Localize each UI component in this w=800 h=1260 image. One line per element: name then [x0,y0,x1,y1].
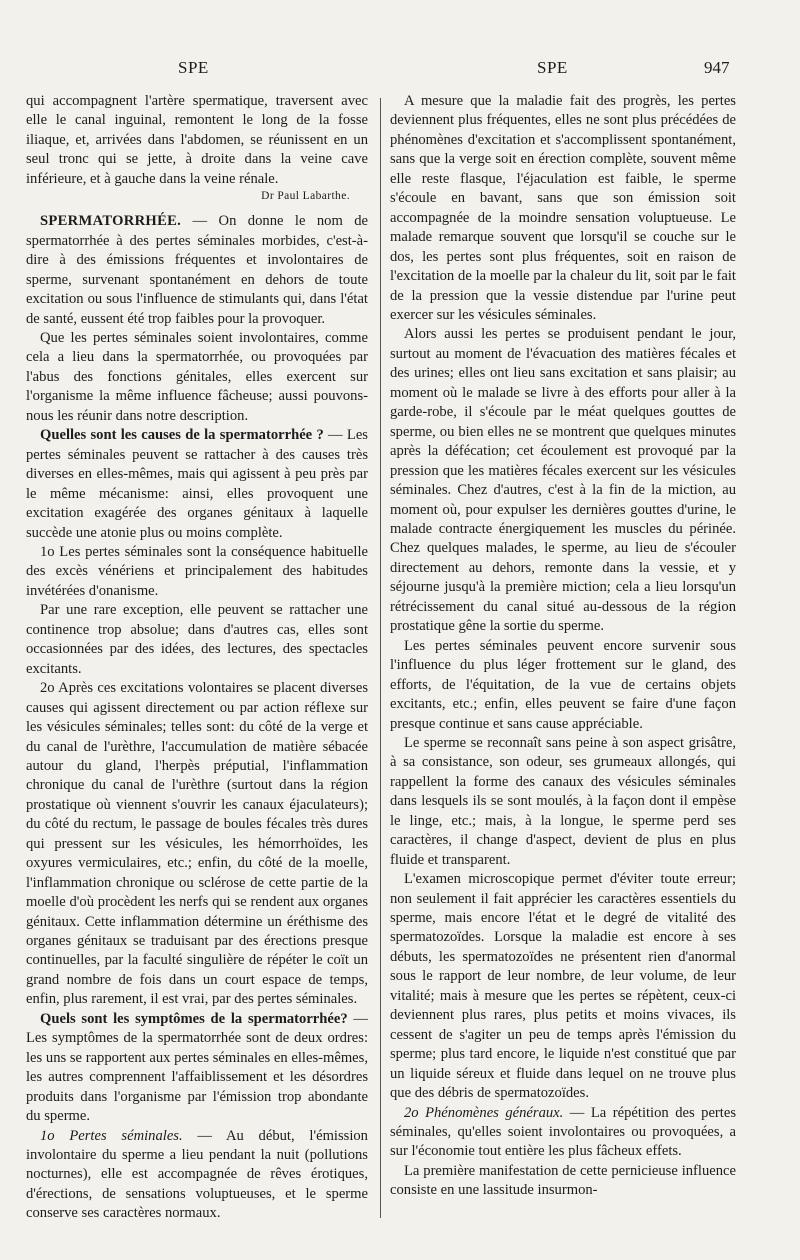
entry-paragraph [26,212,368,329]
subsection-text: — La répétition des pertes séminales, qu'elles soient involontaires ou provoquées, a sur l'économie tout entière les plus fâcheux effets. [390,1104,736,1160]
question-heading: Quels sont les symptômes de la spermatorrhée? [40,1010,348,1027]
paragraph: Les pertes séminales peuvent encore survenir sous l'influence du plus léger frottement sur le gland, des efforts, de l'équitation, de la vue de certains objets excitants, etc.; enfin, elles peuvent se faire d'une façon presque continue et sans cause appréciable. [390,637,736,732]
paragraph: Alors aussi les pertes se produisent pendant le jour, surtout au moment de l'évacuation des matières fécales et des urines; elles ont lieu sans excitation et sans plaisir; au moment où le malade se livre à des efforts pour aller à la garde-robe, il s'écoule par le méat quelques gouttes de sperme, ou bien elles ne se montrent que quelques minutes après la défécation; cet écoulement est provoqué par la pression que les matières fécales exercent sur les vésicules séminales. Chez d'autres, c'est à la fin de la miction, au moment où, pour expulser les dernières gouttes d'urine, le malade contracte énergiquement les muscles du périnée. Chez quelques malades, le sperme, au lieu de s'écouler directement au dehors, remonte dans la vessie, et y séjourne jusqu'à la première miction; cela a lieu lorsqu'un rétrécissement du canal situé au-dessous de la région prostatique gêne la sortie du sperme. [390,326,736,635]
column-divider [380,98,381,1218]
question-text: — Les symptômes de la spermatorrhée sont de deux ordres: les uns se rapportent aux pertes séminales en elles-mêmes, les autres comprennent l'affaiblissement et les désordres produits dans l'organisme par l'émission trop abondante du sperme. [26,1010,368,1125]
question-heading: Quelles sont les causes de la spermatorrhée ? [40,427,324,444]
paragraph: A mesure que la maladie fait des progrès, les pertes deviennent plus fréquentes, elles ne sont plus précédées de phénomènes d'excitation et s'accomplissent spontanément, sans que la verge soit en érection complète, souvent même elle reste flasque, l'éjaculation est faible, le sperme s'écoule en bavant, sans que son émission soit accompagnée de la moindre sensation voluptueuse. Le malade remarque souvent que lorsqu'il se couche sur le dos, les pertes sont plus fréquentes, soit en raison de l'excitation de la moelle par la chaleur du lit, soit par le fait de la pression que la vessie distendue par l'urine peut exercer sur les vésicules séminales. [390,93,736,323]
header-right-term: SPE [537,58,568,77]
paragraph: L'examen microscopique permet d'éviter toute erreur; non seulement il fait apprécier les caractères essentiels du sperme, mais encore l'état et le degré de vitalité des spermatozoïdes. Lorsque la maladie est encore à ses débuts, les spermatozoïdes ne présentent rien d'anormal sous le rapport de leur nombre, de leur volume, de leur vitalité; mais à mesure que les pertes se répètent, ceux-ci deviennent plus rares, plus petits et moins vivaces, ils cessent de s'agiter un peu de temps après l'émission du sperme; plus tard encore, le liquide n'est constitué que par un liquide séreux et fluide dans lequel on ne trouve plus que des débris de spermatozoïdes. [390,871,736,1102]
paragraph: 1o Les pertes séminales sont la conséquence habituelle des excès vénériens et principalement des habitudes invétérées d'onanisme. [26,543,368,599]
header-left-term: SPE [178,58,209,77]
question-paragraph [26,426,368,543]
paragraph: Le sperme se reconnaît sans peine à son aspect grisâtre, à sa consistance, son odeur, ses grumeaux allongés, qui rappellent la forme des canaux des vésicules séminales dans lesquels ils se sont moulés, à la façon dont il empèse le linge, etc.; mais, à la longue, le sperme perd ses caractères, il change d'aspect, devient de plus en plus fluide et transparent. [390,734,736,868]
subsection-label: 2o Phénomènes généraux. [404,1104,564,1121]
entry-term: SPERMATORRHÉE. [40,213,182,230]
paragraph: Par une rare exception, elle peuvent se rattacher une continence trop absolue; dans d'autres cas, elles sont occasionnées par des idées, des lectures, des spectacles excitants. [26,602,368,677]
question-text: — Les pertes séminales peuvent se rattacher à des causes très diverses en elles-mêmes, mais qui agissent à peu près par le même mécanisme: ainsi, elles provoquent une excitation exagérée des organes génitaux à laquelle succède une atonie plus ou moins complète. [26,427,368,541]
paragraph: 2o Après ces excitations volontaires se placent diverses causes qui agissent directement ou par action réflexe sur les vésicules séminales; telles sont: du côté de la verge et du canal de l'urèthre, l'accumulation de matière sébacée autour du gland, l'herpès préputial, l'inflammation chronique du canal de l'urèthre (surtout dans la région prostatique où viennent s'ouvrir les canaux éjaculateurs); du côté du rectum, le passage de boules fécales très dures qui pressent sur les vésicules, les hémorrhoïdes, les oxyures vermiculaires, etc.; enfin, du côté de la moelle, l'inflammation chronique ou sclérose de cette partie de la moelle d'où procèdent les nerfs qui se rendent aux organes génitaux. Cette inflammation détermine un éréthisme des organes génitaux se traduisant par des érections presque continuelles, par la faculté singulière de répéter le coït un grand nombre de fois dans un court espace de temps, enfin, plus rarement, il est vrai, par des pertes séminales. [26,680,368,1008]
subsection-paragraph [26,1127,368,1224]
paragraph: Que les pertes séminales soient involontaires, comme cela a lieu dans la spermatorrhée, ou provoquées par l'abus des fonctions génitales, elles exercent sur l'organisme la même influence fâcheuse; aussi pouvons-nous les réunir dans notre description. [26,329,368,424]
subsection-text: — Au début, l'émission involontaire du sperme a lieu pendant la nuit (pollutions nocturnes), elle est accompagnée de rêves érotiques, d'érections, de sensations voluptueuses, et le sperme conserve ses caractères normaux. [26,1127,368,1222]
page-number: 947 [704,58,730,77]
subsection-label: 1o Pertes séminales. [40,1127,183,1144]
running-header [0,58,800,82]
paragraph: qui accompagnent l'artère spermatique, traversent avec elle le canal inguinal, remontent le long de la fosse iliaque, et, arrivées dans l'abdomen, se réunissent en un seul tronc qui se jette, à droite dans la veine cave inférieure, et à gauche dans la veine rénale. [26,93,368,187]
author-signature: Dr Paul Labarthe. [261,190,350,203]
entry-text: — On donne le nom de spermatorrhée à des pertes séminales morbides, c'est-à-dire à des émissions fréquentes et involontaires de sperme, survenant spontanément en dehors de toute excitation ou sous l'influence de stimulants qui, dans l'état de santé, eussent été trop faibles pour la provoquer. [26,213,368,327]
subsection-paragraph [390,1104,736,1162]
question-paragraph [26,1010,368,1127]
paragraph: La première manifestation de cette pernicieuse influence consiste en une lassitude insurmon- [390,1162,736,1199]
right-column [390,92,736,1201]
left-column [26,92,368,1224]
